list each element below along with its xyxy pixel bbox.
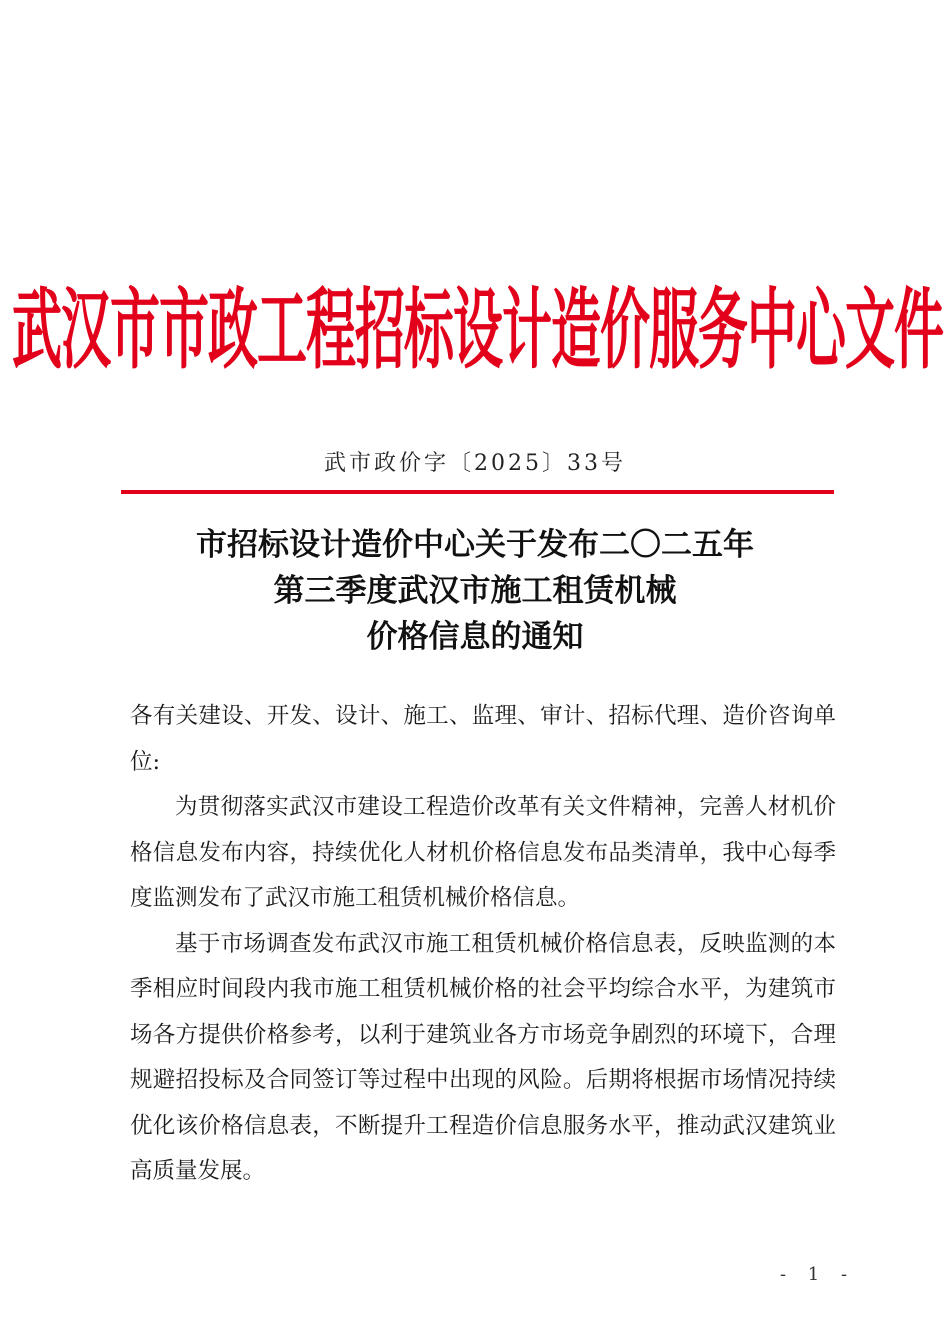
body-paragraph-2: 基于市场调查发布武汉市施工租赁机械价格信息表，反映监测的本季相应时间段内我市施工租赁机械价格的社会平均综合水平，为建筑市场各方提供价格参考，以利于建筑业各方市场竞争剧烈的环境下，合理规避招投标及合同签订等过程中出现的风险。后期将根据市场情况持续优化该价格信息表，不断提升工程造价信息服务水平，推动武汉建筑业高质量发展。 [130, 930, 836, 1184]
body-paragraph-1: 为贯彻落实武汉市建设工程造价改革有关文件精神，完善人材机价格信息发布内容，持续优化人材机价格信息发布品类清单，我中心每季度监测发布了武汉市施工租赁机械价格信息。 [130, 794, 836, 911]
document-number: 武市政价字〔2025〕33号 [324, 451, 626, 476]
notice-title-line-2: 第三季度武汉市施工租赁机械 [273, 573, 677, 609]
notice-title-line-3: 价格信息的通知 [366, 619, 584, 655]
issuer-red-header: 武汉市市政工程招标设计造价服务中心文件 [12, 279, 943, 381]
salutation: 各有关建设、开发、设计、施工、监理、审计、招标代理、造价咨询单位: [130, 703, 836, 775]
notice-title-line-1: 市招标设计造价中心关于发布二〇二五年 [196, 527, 754, 563]
notice-title [0, 522, 950, 660]
red-divider-line [121, 490, 834, 494]
page-number: - 1 - [780, 1264, 856, 1285]
document-body [130, 694, 836, 1195]
